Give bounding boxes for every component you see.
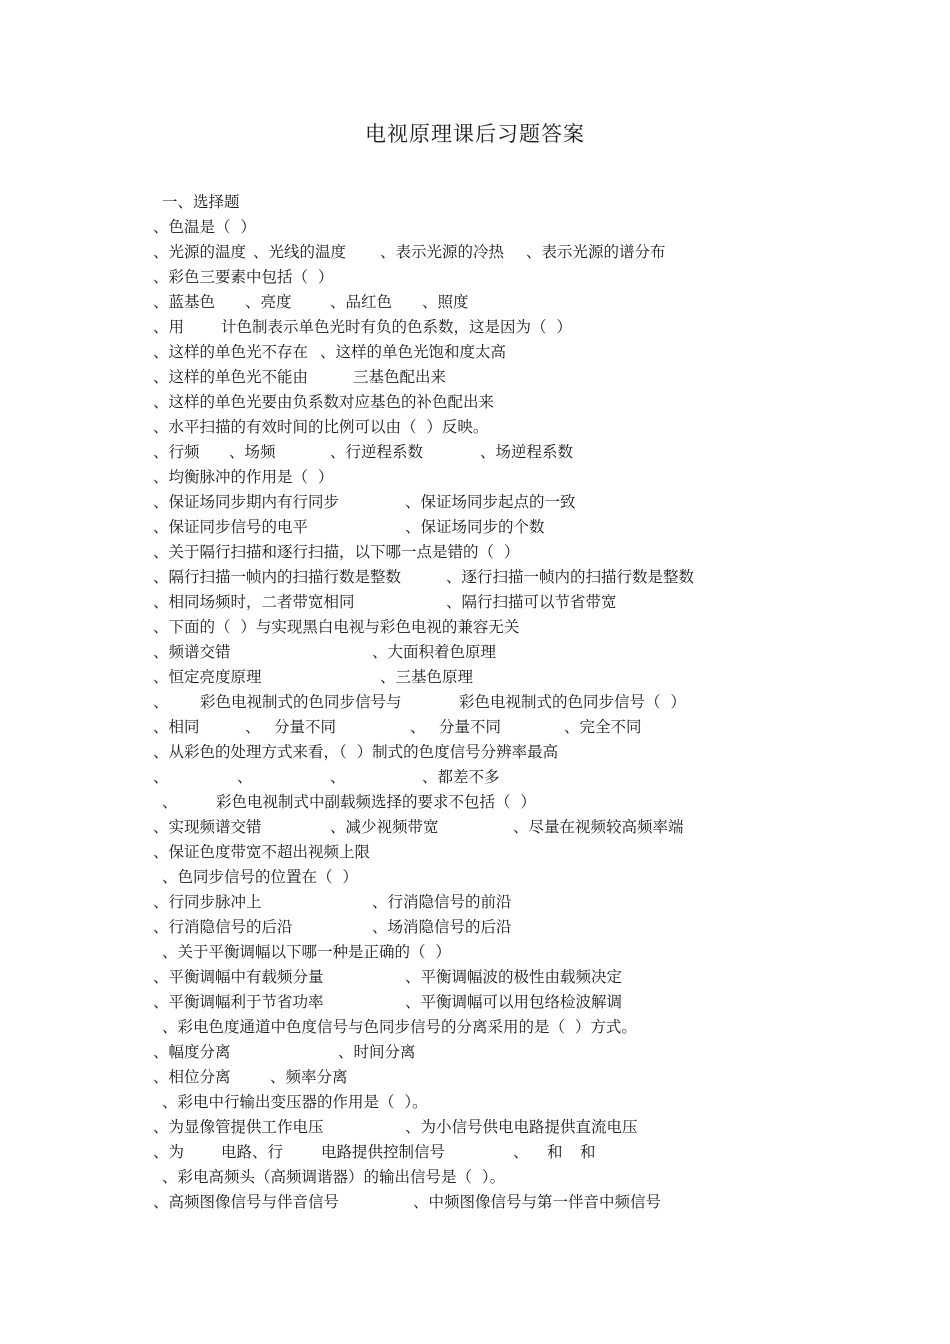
text-segment: 、行逆程系数 <box>330 443 424 461</box>
text-segment: 、都差不多 <box>422 768 500 786</box>
text-segment: 、频率分离 <box>270 1068 348 1086</box>
text-line <box>0 866 950 888</box>
text-line <box>0 291 950 313</box>
text-line <box>0 491 950 513</box>
text-line <box>0 216 950 238</box>
text-line <box>0 641 950 663</box>
text-segment: 、关于隔行扫描和逐行扫描，以下哪一点是错的（ ） <box>153 543 520 561</box>
text-line <box>0 741 950 763</box>
text-segment: 、高频图像信号与伴音信号 <box>153 1193 340 1211</box>
text-segment: 、从彩色的处理方式来看，（ ）制式的色度信号分辨率最高 <box>153 743 559 761</box>
text-segment: 、场逆程系数 <box>480 443 574 461</box>
text-segment: 、 <box>513 1143 529 1161</box>
text-line <box>0 941 950 963</box>
text-segment: 、相位分离 <box>153 1068 231 1086</box>
text-segment: 、 <box>410 718 426 736</box>
text-segment: 彩色电视制式的色同步信号（ ） <box>459 693 686 711</box>
text-segment: 、为小信号供电电路提供直流电压 <box>405 1118 638 1136</box>
text-segment: 、彩电色度通道中色度信号与色同步信号的分离采用的是（ ）方式。 <box>162 1018 637 1036</box>
text-segment: 、场消隐信号的后沿 <box>372 918 512 936</box>
text-segment: 分量不同 <box>439 718 502 736</box>
document-title: 电视原理课后习题答案 <box>365 122 585 146</box>
text-line <box>0 366 950 388</box>
text-segment: 、时间分离 <box>338 1043 416 1061</box>
text-line <box>0 891 950 913</box>
text-line <box>0 1116 950 1138</box>
text-segment: 、相同场频时，二者带宽相同 <box>153 593 355 611</box>
text-segment: 、光线的温度 <box>253 243 347 261</box>
text-segment: 、 <box>153 768 169 786</box>
text-segment: 、亮度 <box>245 293 292 311</box>
text-segment: 、保证场同步的个数 <box>405 518 545 536</box>
text-segment: 一、选择题 <box>162 193 240 211</box>
text-segment: 、 <box>153 693 169 711</box>
text-segment: 、这样的单色光要由负系数对应基色的补色配出来 <box>153 393 495 411</box>
text-line <box>0 591 950 613</box>
text-line <box>0 266 950 288</box>
text-segment: 、行消隐信号的后沿 <box>153 918 293 936</box>
text-segment: 计色制表示单色光时有负的色系数，这是因为（ ） <box>221 318 572 336</box>
text-line <box>0 1191 950 1213</box>
text-segment: 彩色电视制式中副载频选择的要求不包括（ ） <box>216 793 536 811</box>
text-segment: 、保证场同步期内有行同步 <box>153 493 340 511</box>
text-line <box>0 966 950 988</box>
text-segment: 和 <box>580 1143 596 1161</box>
text-segment: 、逐行扫描一帧内的扫描行数是整数 <box>446 568 695 586</box>
text-segment: 电路提供控制信号 <box>321 1143 446 1161</box>
text-line <box>0 666 950 688</box>
text-segment: 、保证色度带宽不超出视频上限 <box>153 843 371 861</box>
text-line <box>0 516 950 538</box>
text-line <box>0 1166 950 1188</box>
text-segment: 、为显像管提供工作电压 <box>153 1118 324 1136</box>
text-segment: 、这样的单色光不存在 <box>153 343 309 361</box>
text-segment: 、频谱交错 <box>153 643 231 661</box>
text-segment: 、这样的单色光饱和度太高 <box>320 343 507 361</box>
text-segment: 、三基色原理 <box>380 668 474 686</box>
text-segment: 、关于平衡调幅以下哪一种是正确的（ ） <box>162 943 451 961</box>
text-segment: 三基色配出来 <box>353 368 447 386</box>
text-line <box>0 1016 950 1038</box>
text-segment: 、均衡脉冲的作用是（ ） <box>153 468 334 486</box>
text-line <box>0 616 950 638</box>
text-line <box>0 466 950 488</box>
text-segment: 、照度 <box>422 293 469 311</box>
text-segment: 、场频 <box>229 443 276 461</box>
text-line <box>0 1091 950 1113</box>
text-line <box>0 766 950 788</box>
text-segment: 、行频 <box>153 443 200 461</box>
text-segment: 、 <box>237 768 253 786</box>
text-segment: 分量不同 <box>274 718 337 736</box>
text-segment: 、保证场同步起点的一致 <box>405 493 576 511</box>
text-line <box>0 191 950 213</box>
text-segment: 、幅度分离 <box>153 1043 231 1061</box>
text-segment: 、彩电中行输出变压器的作用是（ ）。 <box>162 1093 428 1111</box>
text-line <box>0 391 950 413</box>
text-line <box>0 1066 950 1088</box>
text-segment: 、中频图像信号与第一伴音中频信号 <box>413 1193 662 1211</box>
text-segment: 、减少视频带宽 <box>330 818 439 836</box>
text-segment: 和 <box>547 1143 563 1161</box>
text-segment: 、平衡调幅波的极性由载频决定 <box>405 968 623 986</box>
text-segment: 彩色电视制式的色同步信号与 <box>200 693 402 711</box>
text-line <box>0 991 950 1013</box>
text-segment: 、隔行扫描可以节省带宽 <box>446 593 617 611</box>
text-line <box>0 841 950 863</box>
text-segment: 、 <box>245 718 261 736</box>
text-segment: 、表示光源的谱分布 <box>526 243 666 261</box>
text-segment: 、平衡调幅可以用包络检波解调 <box>405 993 623 1011</box>
text-line <box>0 716 950 738</box>
text-line <box>0 566 950 588</box>
text-segment: 、彩电高频头（高频调谐器）的输出信号是（ ）。 <box>162 1168 506 1186</box>
text-segment: 、 <box>162 793 178 811</box>
text-segment: 、光源的温度 <box>153 243 247 261</box>
text-line <box>0 541 950 563</box>
text-segment: 、行同步脉冲上 <box>153 893 262 911</box>
text-line <box>0 916 950 938</box>
text-line <box>0 241 950 263</box>
text-segment: 、大面积着色原理 <box>372 643 497 661</box>
text-segment: 、为 <box>153 1143 185 1161</box>
text-line <box>0 316 950 338</box>
text-segment: 电路、行 <box>221 1143 284 1161</box>
text-segment: 、 <box>330 768 346 786</box>
text-segment: 、蓝基色 <box>153 293 216 311</box>
text-segment: 、用 <box>153 318 185 336</box>
text-segment: 、隔行扫描一帧内的扫描行数是整数 <box>153 568 402 586</box>
text-segment: 、色同步信号的位置在（ ） <box>162 868 358 886</box>
text-line <box>0 816 950 838</box>
text-line <box>0 341 950 363</box>
text-segment: 、尽量在视频较高频率端 <box>513 818 684 836</box>
text-segment: 、相同 <box>153 718 200 736</box>
text-segment: 、恒定亮度原理 <box>153 668 262 686</box>
text-segment: 、保证同步信号的电平 <box>153 518 309 536</box>
text-segment: 、表示光源的冷热 <box>380 243 505 261</box>
text-segment: 、实现频谱交错 <box>153 818 262 836</box>
text-line <box>0 1141 950 1163</box>
text-segment: 、下面的（ ）与实现黑白电视与彩色电视的兼容无关 <box>153 618 520 636</box>
text-segment: 、彩色三要素中包括（ ） <box>153 268 334 286</box>
text-segment: 、平衡调幅中有载频分量 <box>153 968 324 986</box>
text-segment: 、完全不同 <box>564 718 642 736</box>
text-segment: 、平衡调幅利于节省功率 <box>153 993 324 1011</box>
text-line <box>0 441 950 463</box>
text-line <box>0 416 950 438</box>
text-segment: 、色温是（ ） <box>153 218 256 236</box>
text-segment: 、水平扫描的有效时间的比例可以由（ ）反映。 <box>153 418 489 436</box>
text-segment: 、品红色 <box>330 293 393 311</box>
text-segment: 、行消隐信号的前沿 <box>372 893 512 911</box>
text-line <box>0 791 950 813</box>
text-line <box>0 1041 950 1063</box>
text-line <box>0 691 950 713</box>
text-segment: 、这样的单色光不能由 <box>153 368 309 386</box>
